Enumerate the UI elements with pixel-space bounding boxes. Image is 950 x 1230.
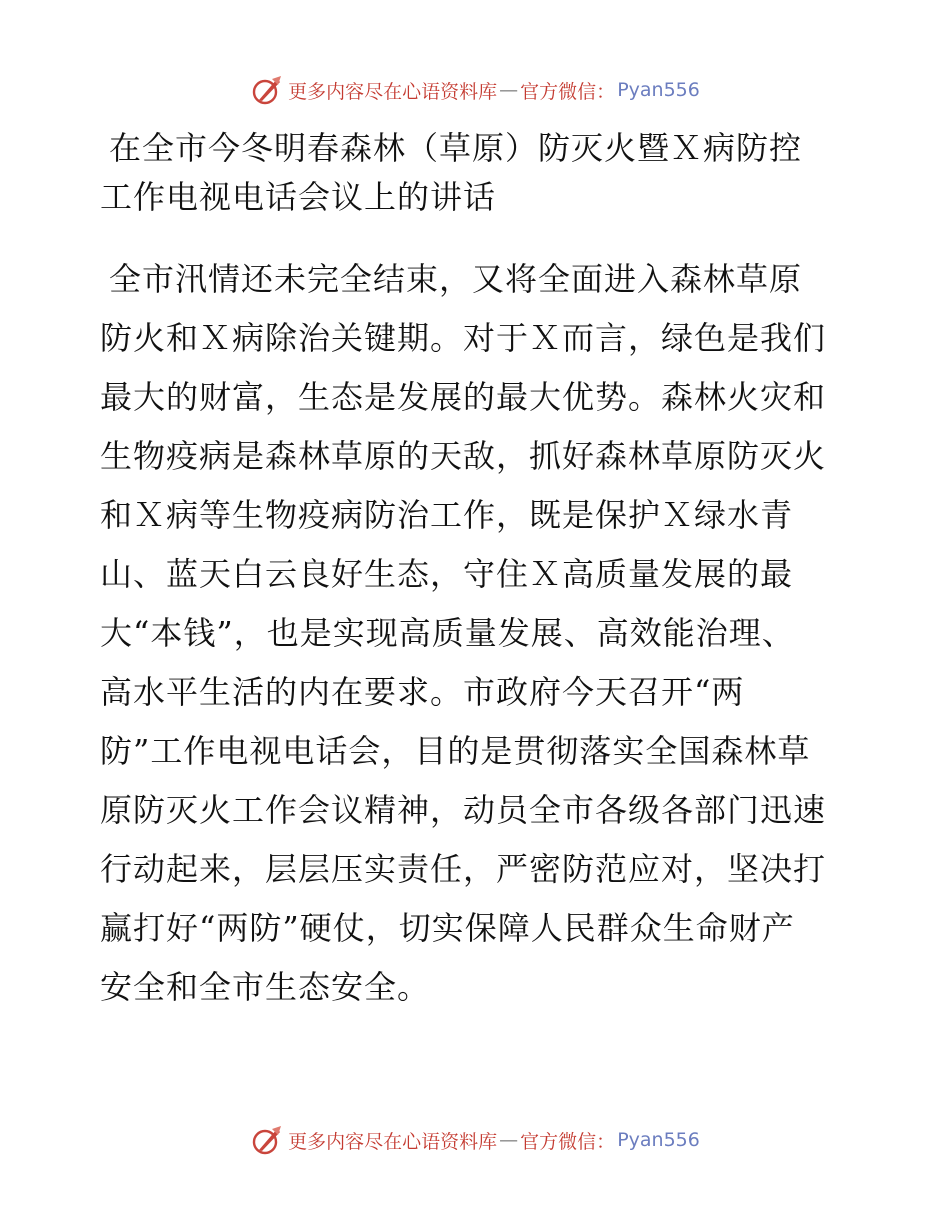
body-line: 山、蓝天白云良好生态，守住Ｘ高质量发展的最 bbox=[100, 555, 794, 593]
footer-watermark bbox=[0, 1122, 950, 1158]
body-line: 高水平生活的内在要求。市政府今天召开“两 bbox=[100, 673, 745, 711]
title-line: 在全市今冬明春森林（草原）防灭火暨Ｘ病防控 bbox=[109, 129, 803, 167]
watermark-wechat-label: 官方微信： bbox=[520, 1130, 616, 1153]
title-line: 工作电视电话会议上的讲话 bbox=[100, 178, 497, 216]
body-line: 行动起来，层层压实责任，严密防范应对，坚决打 bbox=[100, 850, 827, 888]
body-line: 原防灭火工作会议精神，动员全市各级各部门迅速 bbox=[100, 791, 827, 829]
document-title bbox=[100, 124, 860, 222]
watermark-separator: — bbox=[499, 79, 519, 101]
body-line: 最大的财富，生态是发展的最大优势。森林火灾和 bbox=[100, 378, 827, 416]
body-line: 全市汛情还未完全结束，又将全面进入森林草原 bbox=[109, 260, 803, 298]
watermark-separator: — bbox=[499, 1129, 519, 1151]
quill-pen-logo-icon bbox=[250, 1123, 284, 1157]
body-line: 和Ｘ病等生物疫病防治工作，既是保护Ｘ绿水青 bbox=[100, 496, 794, 534]
quill-pen-logo-icon bbox=[250, 73, 284, 107]
watermark-brand: 更多内容尽在心语资料库 bbox=[288, 1130, 498, 1153]
body-line: 生物疫病是森林草原的天敌，抓好森林草原防灭火 bbox=[100, 437, 827, 475]
body-line: 赢打好“两防”硬仗，切实保障人民群众生命财产 bbox=[100, 909, 795, 947]
body-line: 大“本钱”，也是实现高质量发展、高效能治理、 bbox=[100, 614, 795, 652]
body-line: 防火和Ｘ病除治关键期。对于Ｘ而言，绿色是我们 bbox=[100, 319, 827, 357]
header-watermark bbox=[0, 72, 950, 108]
body-line: 防”工作电视电话会，目的是贯彻落实全国森林草 bbox=[100, 732, 811, 770]
watermark-wechat-id: Pyan556 bbox=[617, 79, 700, 101]
watermark-brand: 更多内容尽在心语资料库 bbox=[288, 80, 498, 103]
watermark-wechat-label: 官方微信： bbox=[520, 80, 616, 103]
body-line: 安全和全市生态安全。 bbox=[100, 968, 431, 1006]
document-body bbox=[100, 250, 852, 1017]
watermark-wechat-id: Pyan556 bbox=[617, 1129, 700, 1151]
